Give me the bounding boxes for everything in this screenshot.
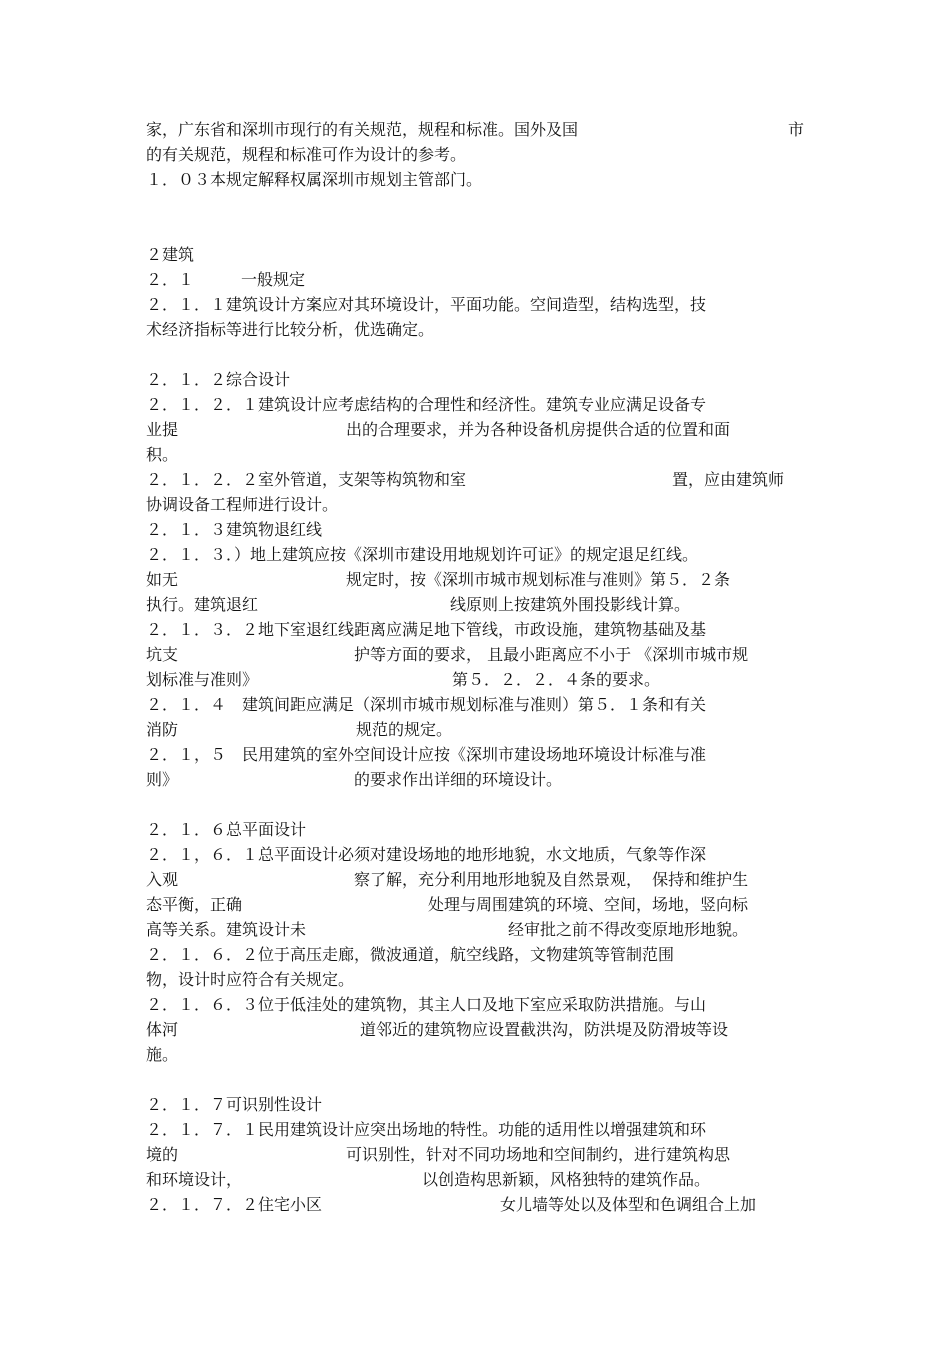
text-segment: 察了解，充分利用地形地貌及自然景观， 保持和维护生 [354,870,749,889]
text-segment: ２．１．７可识别性设计 [146,1095,323,1114]
text-line [146,1145,806,1165]
text-line [146,595,806,615]
text-line [146,1195,806,1215]
text-segment: ２．１．７．２住宅小区 [146,1195,323,1214]
text-line [146,495,338,515]
text-line [146,620,706,640]
text-line [146,1170,806,1190]
text-segment: 道邻近的建筑物应设置截洪沟，防洪堤及防滑坡等设 [360,1020,729,1039]
text-line [146,320,434,340]
text-segment: 协调设备工程师进行设计。 [146,495,339,514]
text-segment: 的有关规范，规程和标准可作为设计的参考。 [146,145,467,164]
text-line [146,1020,806,1040]
text-line [146,920,806,940]
text-segment: 坑支 [146,645,179,664]
text-segment: 规定时，按《深圳市城市规划标准与准则》第５．２条 [346,570,731,589]
text-segment: ２．１．７．１民用建筑设计应突出场地的特性。功能的适用性以增强建筑和环 [146,1120,707,1139]
subsection-heading [146,820,306,840]
text-segment: 术经济指标等进行比较分析，优选确定。 [146,320,435,339]
text-line [146,295,706,315]
section-heading [146,245,194,265]
text-segment: 划标准与准则》 [146,670,259,689]
text-line [146,170,482,190]
text-segment: 置，应由建筑师 [672,470,785,489]
text-segment: ２．１．２．１建筑设计应考虑结构的合理性和经济性。建筑专业应满足设备专 [146,395,707,414]
text-segment: 业提 [146,420,179,439]
text-segment: 高等关系。建筑设计未 [146,920,307,939]
text-segment: 线原则上按建筑外围投影线计算。 [450,595,691,614]
text-segment: ２．１，６．１总平面设计必须对建设场地的地形地貌，水文地质，气象等作深 [146,845,707,864]
text-segment: 市 [788,120,805,139]
text-segment: 经审批之前不得改变原地形地貌。 [508,920,749,939]
text-line [146,895,806,915]
text-line [146,970,354,990]
subsection-heading [146,520,322,540]
text-segment: ２．１．４ 建筑间距应满足（深圳市城市规划标准与准则）第５．１条和有关 [146,695,707,714]
text-line [146,770,806,790]
text-segment: 施。 [146,1045,179,1064]
text-segment: ２．１．６总平面设计 [146,820,307,839]
text-segment: 和环境设计， [146,1170,243,1189]
text-line [146,445,178,465]
text-line [146,470,806,490]
text-segment: 态平衡，正确 [146,895,243,914]
text-segment: 如无 [146,570,179,589]
text-line [146,1120,706,1140]
text-line [146,395,706,415]
text-line [146,570,806,590]
text-line [146,670,806,690]
subsection-heading [146,1095,322,1115]
text-segment: 积。 [146,445,179,464]
text-line [146,145,466,165]
text-line [146,870,806,890]
text-line [146,745,706,765]
text-segment: ２．１．６．３位于低洼处的建筑物，其主人口及地下室应采取防洪措施。与山 [146,995,707,1014]
text-line [146,645,806,665]
text-segment: ２建筑 [146,245,195,264]
text-segment: 物，设计时应符合有关规定。 [146,970,355,989]
text-segment: 一般规定 [241,270,306,289]
text-segment: ２．１．３．）地上建筑应按《深圳市建设用地规划许可证》的规定退足红线。 [146,545,699,564]
text-line [146,545,698,565]
text-segment: 可识别性，针对不同功场地和空间制约，进行建筑构思 [346,1145,731,1164]
text-segment: 境的 [146,1145,179,1164]
text-segment: ２．１ [146,270,195,289]
text-segment: 以创造构思新颖，风格独特的建筑作品。 [422,1170,711,1189]
text-segment: ２．１，５ 民用建筑的室外空间设计应按《深圳市建设场地环境设计标准与准 [146,745,707,764]
text-segment: 女儿墙等处以及体型和色调组合上加 [500,1195,757,1214]
text-segment: 规范的规定。 [356,720,453,739]
text-segment: 家，广东省和深圳市现行的有关规范，规程和标准。国外及国 [146,120,579,139]
text-segment: 第５．２．２．４条的要求。 [452,670,661,689]
text-segment: ２．１．６．２位于高压走廊，微波通道，航空线路，文物建筑等管制范围 [146,945,675,964]
text-line [146,845,706,865]
text-segment: ２．１．３．２地下室退红线距离应满足地下管线，市政设施，建筑物基础及基 [146,620,707,639]
text-segment: 执行。建筑退红 [146,595,259,614]
text-segment: ２．１．２．２室外管道，支架等构筑物和室 [146,470,467,489]
text-segment: 体河 [146,1020,179,1039]
text-segment: 处理与周围建筑的环境、空间，场地，竖向标 [428,895,749,914]
text-segment: 护等方面的要求， 且最小距离应不小于 《深圳市城市规 [354,645,749,664]
text-line [146,695,706,715]
text-segment: 出的合理要求，并为各种设备机房提供合适的位置和面 [346,420,731,439]
text-line [146,1045,178,1065]
text-segment: 消防 [146,720,179,739]
subsection-heading [146,370,290,390]
text-segment: 的要求作出详细的环境设计。 [354,770,563,789]
text-line [146,720,806,740]
text-segment: 入观 [146,870,179,889]
text-line [146,120,806,140]
text-segment: 则》 [146,770,179,789]
text-segment: ２．１．１建筑设计方案应对其环境设计，平面功能。空间造型，结构选型，技 [146,295,707,314]
text-segment: １．０３本规定解释权属深圳市规划主管部门。 [146,170,483,189]
text-line [146,945,674,965]
text-segment: ２．１．３建筑物退红线 [146,520,323,539]
subsection-heading [146,270,446,290]
text-segment: ２．１．２综合设计 [146,370,291,389]
text-line [146,995,706,1015]
text-line [146,420,806,440]
